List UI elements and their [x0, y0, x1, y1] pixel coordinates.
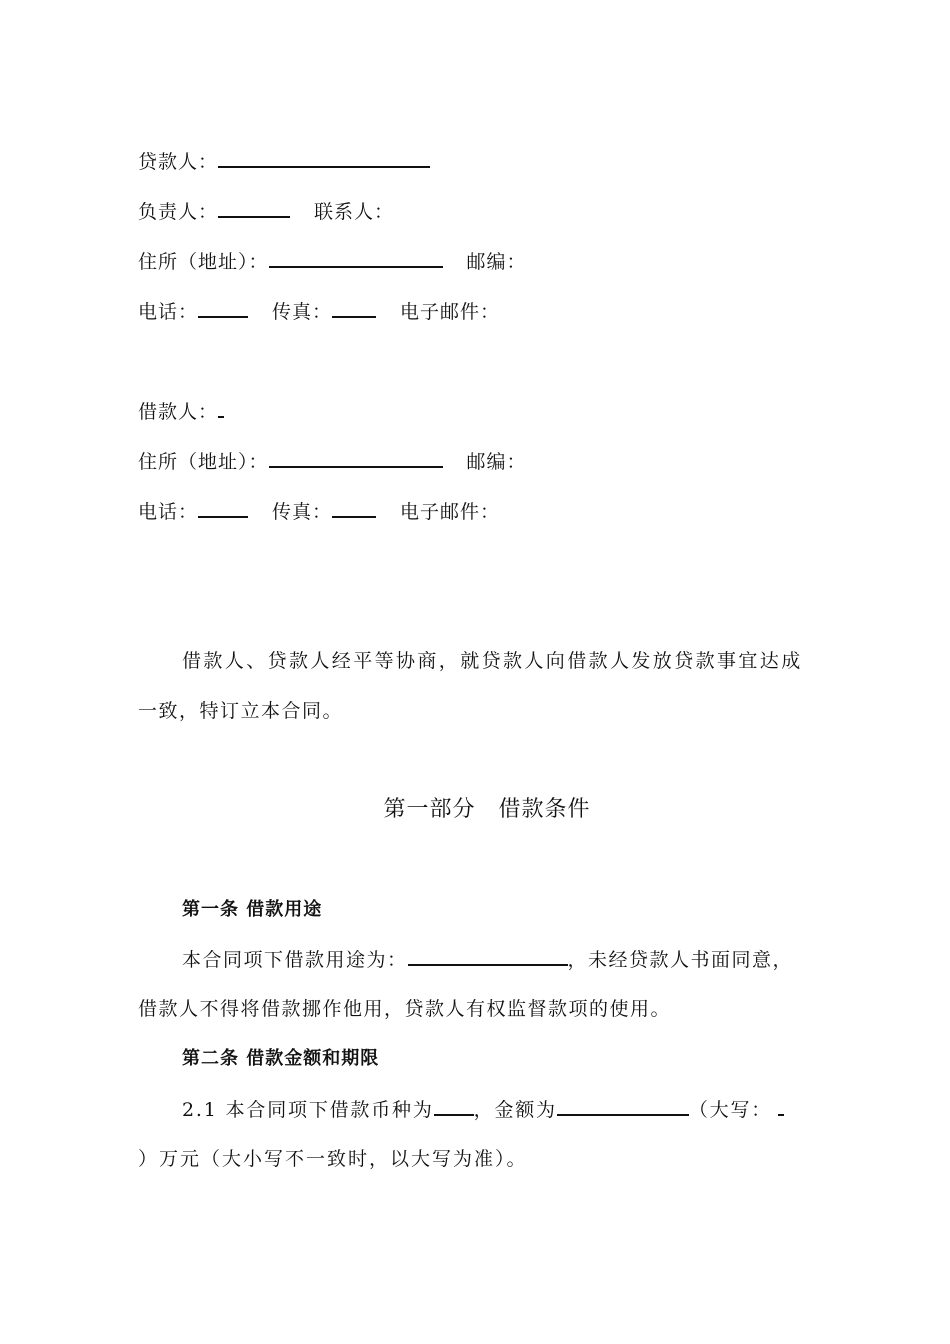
article-1-line-1: [182, 946, 793, 973]
borrower-address-row: [138, 448, 527, 475]
borrower-name-blank[interactable]: [218, 398, 224, 418]
article-2-clause-1-line-1: [182, 1096, 784, 1123]
article-1-line-2: 借款人不得将借款挪作他用，贷款人有权监督款项的使用。: [138, 998, 672, 1020]
lender-person-row: [138, 198, 394, 225]
borrower-fax-label: 传真：: [272, 501, 333, 523]
amount-in-words-blank[interactable]: [778, 1096, 784, 1116]
lender-contact-row: [138, 298, 500, 325]
lender-postcode-label: 邮编：: [466, 251, 527, 273]
lender-name-row: [138, 148, 430, 175]
lender-address-label: 住所（地址）：: [138, 251, 269, 273]
borrower-address-blank[interactable]: [269, 448, 443, 468]
article-2-clause-1-line-2: ）万元（大小写不一致时，以大写为准）。: [138, 1148, 528, 1170]
borrower-email-label: 电子邮件：: [400, 501, 501, 523]
lender-email-label: 电子邮件：: [400, 301, 501, 323]
currency-blank[interactable]: [434, 1096, 474, 1116]
borrower-name-row: [138, 398, 224, 425]
lender-fax-blank[interactable]: [332, 298, 376, 318]
article-2-title: 第二条 借款金额和期限: [182, 1048, 380, 1069]
article-1-purpose-tail: ，未经贷款人书面同意，: [567, 949, 794, 971]
lender-phone-blank[interactable]: [198, 298, 248, 318]
lender-fax-label: 传真：: [272, 301, 333, 323]
amount-blank[interactable]: [557, 1096, 689, 1116]
amount-in-words-label: （大写：: [688, 1099, 773, 1121]
loan-purpose-blank[interactable]: [408, 946, 568, 966]
borrower-postcode-label: 邮编：: [466, 451, 527, 473]
article-1-title: 第一条 借款用途: [182, 899, 323, 920]
borrower-phone-blank[interactable]: [198, 498, 248, 518]
preamble-line-1: 借款人、贷款人经平等协商，就贷款人向借款人发放贷款事宜达成: [182, 650, 803, 672]
lender-phone-label: 电话：: [138, 301, 199, 323]
borrower-contact-row: [138, 498, 500, 525]
lender-person-in-charge-label: 负责人：: [138, 201, 219, 223]
borrower-name-label: 借款人：: [138, 401, 219, 423]
part-1-title: 第一部分 借款条件: [383, 797, 591, 822]
borrower-phone-label: 电话：: [138, 501, 199, 523]
preamble-line-2: 一致，特订立本合同。: [138, 700, 344, 722]
lender-person-in-charge-blank[interactable]: [218, 198, 290, 218]
borrower-address-label: 住所（地址）：: [138, 451, 269, 473]
borrower-fax-blank[interactable]: [332, 498, 376, 518]
amount-label: ，金额为: [473, 1099, 557, 1121]
currency-label: 本合同项下借款币种为: [225, 1099, 434, 1121]
lender-address-blank[interactable]: [269, 248, 443, 268]
lender-name-label: 贷款人：: [138, 151, 219, 173]
article-1-purpose-label: 本合同项下借款用途为：: [182, 949, 408, 971]
lender-contact-label: 联系人：: [314, 201, 395, 223]
clause-2-1-number: 2.1: [182, 1099, 218, 1121]
lender-address-row: [138, 248, 527, 275]
lender-name-blank[interactable]: [218, 148, 430, 168]
